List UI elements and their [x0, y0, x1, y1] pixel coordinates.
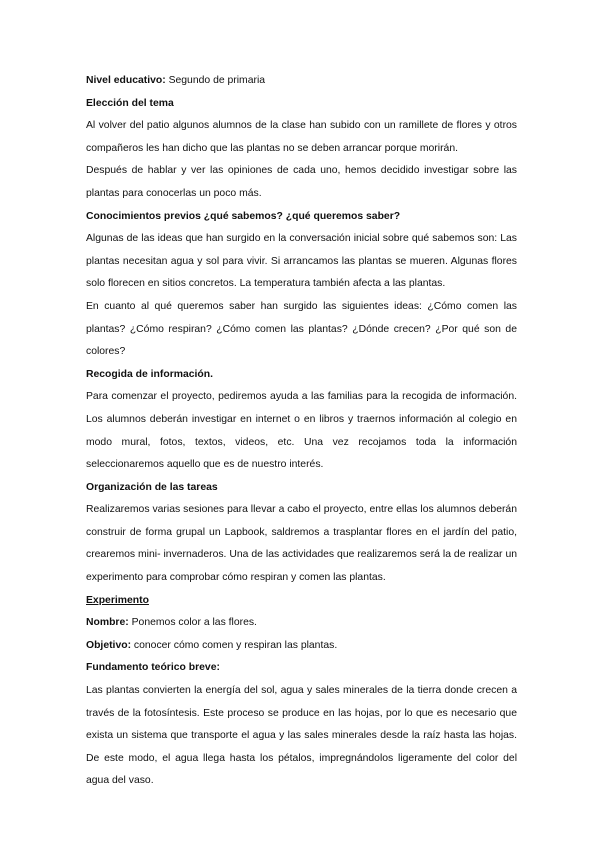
eleccion-heading: Elección del tema	[86, 97, 174, 109]
conocimientos-heading: Conocimientos previos ¿qué sabemos? ¿qué queremos saber?	[86, 210, 401, 222]
objetivo-value: conocer cómo comen y respiran las plantas.	[131, 639, 338, 651]
nombre-label: Nombre:	[86, 617, 129, 629]
fundamento-heading: Fundamento teórico breve:	[86, 662, 220, 674]
recogida-paragraph: Para comenzar el proyecto, pediremos ayuda a las familias para la recogida de información. Los alumnos deberán investigar en internet o en libros y traernos información al colegio en modo mural, fotos, textos, videos, etc. Una vez recojamos toda la información seleccionaremos aquello que es de nuestro interés.	[86, 391, 517, 471]
organizacion-paragraph: Realizaremos varias sesiones para llevar a cabo el proyecto, entre ellas los alumnos deberán construir de forma grupal un Lapbook, saldremos a trasplantar flores en el jardín del patio, crearemos mini- invernaderos. Una de las actividades que realizaremos será la de realizar un experimento para comprobar cómo respiran y comen las plantas.	[86, 504, 517, 584]
nombre-line	[86, 612, 517, 635]
nombre-value: Ponemos color a las flores.	[128, 617, 257, 629]
objetivo-line	[86, 635, 517, 658]
objetivo-label: Objetivo:	[86, 639, 132, 651]
conocimientos-paragraph-2: En cuanto al qué queremos saber han surgido las siguientes ideas: ¿Cómo comen las plantas? ¿Cómo respiran? ¿Cómo comen las plantas? ¿Dónde crecen? ¿Por qué son de colores?	[86, 300, 517, 358]
nivel-value: Segundo de primaria	[165, 75, 266, 86]
eleccion-paragraph-1: Al volver del patio algunos alumnos de la clase han subido con un ramillete de flores y otros compañeros les han dicho que las plantas no se deben arrancar porque morirán.	[86, 120, 517, 154]
experimento-heading: Experimento	[86, 594, 149, 606]
fundamento-paragraph: Las plantas convierten la energía del sol, agua y sales minerales de la tierra donde crecen a través de la fotosíntesis. Este proceso se produce en las hojas, por lo que es necesario que exista un sistema que transporte el agua y las sales minerales desde la raíz hasta las hojas. De este modo, el agua llega hasta los pétalos, impregnándolos ligeramente del color del agua del vaso.	[86, 685, 517, 787]
nivel-line	[86, 70, 517, 93]
recogida-heading: Recogida de información.	[86, 368, 214, 380]
document-page	[86, 70, 517, 793]
conocimientos-paragraph-1: Algunas de las ideas que han surgido en la conversación inicial sobre qué sabemos son: Las plantas necesitan agua y sol para vivir. Si arrancamos las plantas se mueren. Algunas flores solo florecen en sitios concretos. La temperatura también afecta a las plantas.	[86, 233, 517, 290]
organizacion-heading: Organización de las tareas	[86, 481, 218, 493]
eleccion-paragraph-2: Después de hablar y ver las opiniones de cada uno, hemos decidido investigar sobre las plantas para conocerlas un poco más.	[86, 165, 517, 199]
nivel-label: Nivel educativo:	[86, 75, 166, 86]
